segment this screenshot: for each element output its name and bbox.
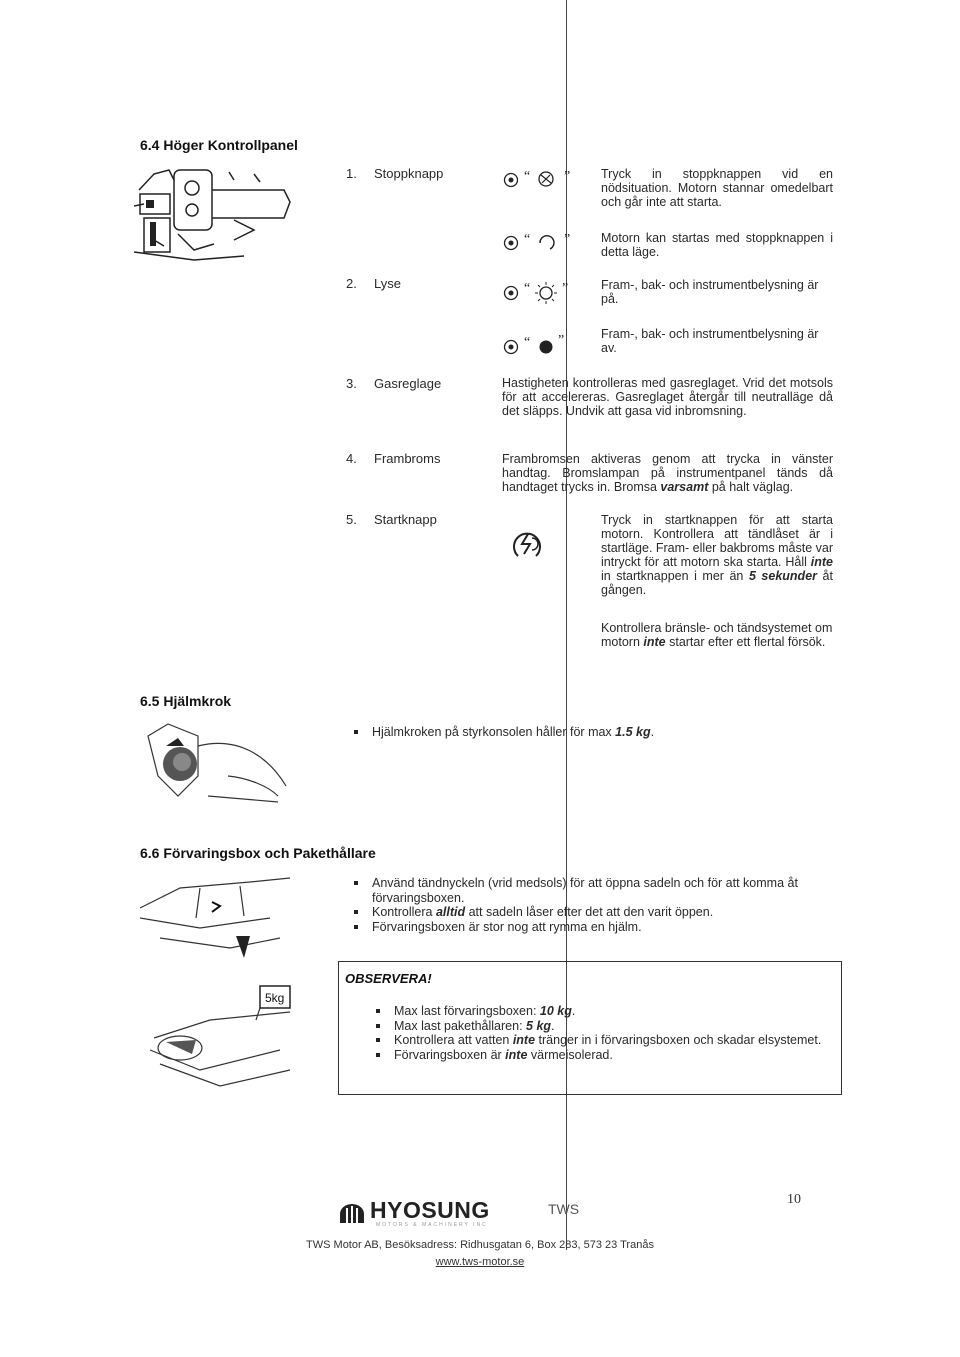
luggage-rack-illustration [140, 980, 300, 1090]
label-stoppknapp: Stoppknapp [374, 166, 444, 181]
footer-website-link[interactable]: www.tws-motor.se [435, 1256, 525, 1268]
quote-close: ” [562, 281, 569, 296]
desc-startknapp-check: Kontrollera bränsle- och tändsystemet om motorn inte startar efter ett flertal försök. [601, 621, 833, 649]
list-item: Förvaringsboxen är stor nog att rymma en hjälm. [350, 920, 840, 935]
section-title-6-6: 6.6 Förvaringsbox och Pakethållare [140, 845, 376, 861]
label-gasreglage: Gasreglage [374, 376, 442, 391]
item-number-5: 5. [346, 512, 357, 527]
quote-close: ” [564, 232, 571, 247]
helmet-hook-illustration [138, 716, 288, 816]
item-number-3: 3. [346, 376, 357, 391]
list-item: Kontrollera alltid att sadeln låser efter det att den varit öppen. [350, 905, 840, 920]
section-title-6-4: 6.4 Höger Kontrollpanel [140, 137, 298, 153]
label-frambroms: Frambroms [374, 451, 441, 466]
desc-frambroms: Frambromsen aktiveras genom att trycka in vänster handtag. Bromslampan på instrumentpanel tänds då handtaget trycks in. Bromsa varsamt på halt väglag. [502, 452, 833, 494]
item-number-1: 1. [346, 166, 357, 181]
desc-lyse-on: Fram-, bak- och instrumentbelysning är på. [601, 278, 819, 306]
hyosung-emblem-icon [336, 1198, 372, 1228]
start-button-icon [508, 524, 546, 564]
list-item: Max last förvaringsboxen: 10 kg. [372, 1004, 838, 1019]
desc-stoppknapp: Tryck in stoppknappen vid en nödsituation. Motorn stannar omedelbart och går inte att starta. [601, 167, 833, 209]
observera-list [372, 1004, 838, 1062]
desc-startknapp: Tryck in startknappen för att starta motorn. Kontrollera att tändlåset är i startläge. Fram- eller bakbroms måste var intryckt för att motorn ska starta. Håll inte in startknappen i mer än 5 sekunder åt gången. [601, 513, 834, 597]
weight-tag: 5kg [265, 991, 285, 1005]
seat-storage-illustration [140, 868, 290, 968]
label-lyse: Lyse [374, 276, 401, 291]
list-item: Använd tändnyckeln (vrid medsols) för att öppna sadeln och för att komma åt förvaringsboxen. [350, 876, 840, 905]
list-item: Hjälmkroken på styrkonsolen håller för max 1.5 kg. [350, 725, 830, 740]
desc-lyse-off: Fram-, bak- och instrumentbelysning är av. [601, 327, 819, 355]
quote-open: “ [524, 169, 531, 184]
handlebar-illustration [134, 160, 294, 272]
quote-close: ” [564, 169, 571, 184]
tws-logo: TWS [548, 1201, 580, 1217]
section-title-6-5: 6.5 Hjälmkrok [140, 693, 232, 709]
observera-title: OBSERVERA! [345, 971, 432, 986]
light-off-icon [502, 330, 586, 360]
storage-list [350, 876, 840, 934]
footer-address: TWS Motor AB, Besöksadress: Ridhusgatan 6, Box 283, 573 23 Tranås [306, 1239, 654, 1251]
stop-switch-run-icon [502, 166, 586, 192]
quote-close: ” [558, 333, 565, 348]
hyosung-logo: HYOSUNG MOTORS & MACHINERY INC [336, 1196, 536, 1226]
desc-stoppknapp-run: Motorn kan startas med stoppknappen i detta läge. [601, 231, 833, 259]
desc-gasreglage: Hastigheten kontrolleras med gasreglaget. Vrid det motsols för att accelereras. Gasreglaget återgår till neutralläge då det släpps. Undvik att gasa vid inbromsning. [502, 376, 833, 418]
stop-switch-off-icon [502, 229, 586, 255]
page-number: 10 [787, 1192, 801, 1207]
quote-open: “ [524, 232, 531, 247]
list-item: Max last pakethållaren: 5 kg. [372, 1019, 838, 1034]
quote-open: “ [524, 281, 531, 296]
list-item: Kontrollera att vatten inte tränger in i förvaringsboxen och skadar elsystemet. [372, 1033, 838, 1048]
quote-open: “ [524, 335, 531, 350]
helmet-list [350, 725, 830, 740]
item-number-4: 4. [346, 451, 357, 466]
label-startknapp: Startknapp [374, 512, 437, 527]
list-item: Förvaringsboxen är inte värmeisolerad. [372, 1048, 838, 1063]
item-number-2: 2. [346, 276, 357, 291]
light-on-icon [502, 276, 586, 306]
